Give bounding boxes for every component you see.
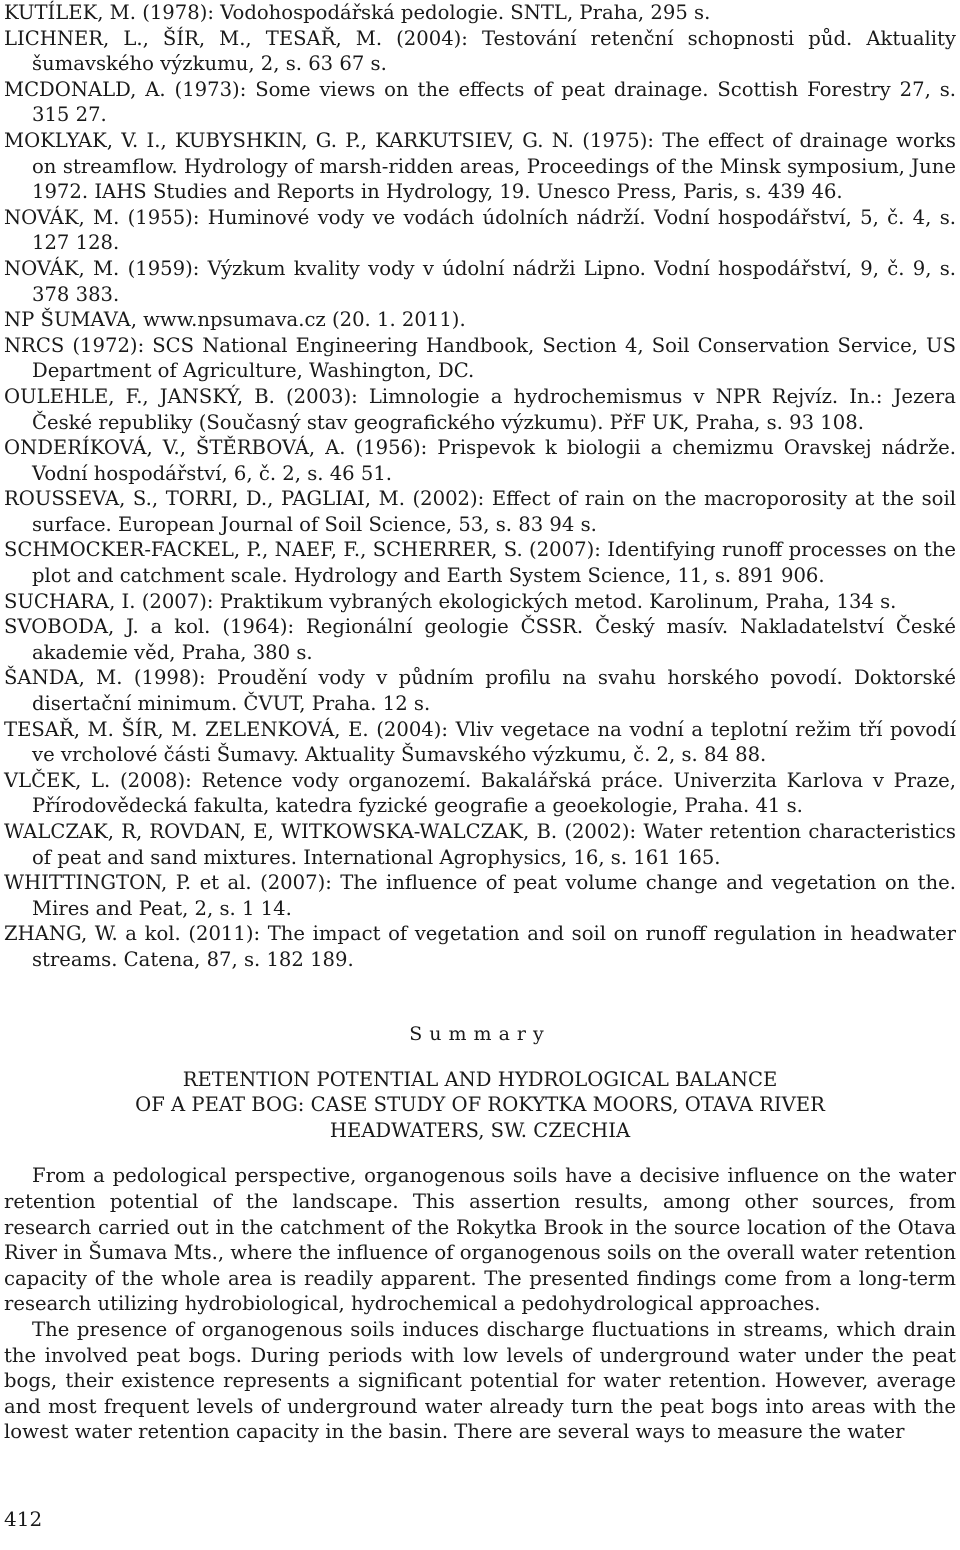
- reference-item: WHITTINGTON, P. et al. (2007): The influence of peat volume change and vegetation on the. Mires and Peat, 2, s. 1 14.: [4, 871, 956, 920]
- summary-paragraph: From a pedological perspective, organogenous soils have a decisive influence on the water retention potential of the landscape. This assertion results, among other sources, from research carried out in the catchment of the Rokytka Brook in the source location of the Otava River in Šumava Mts., where the influence of organogenous soils on the overall water retention capacity of the whole area is readily apparent. The presented findings come from a long-term research utilizing hydrobiological, hydrochemical a pedohydrological approaches.: [4, 1164, 956, 1316]
- reference-item: NRCS (1972): SCS National Engineering Handbook, Section 4, Soil Conservation Service, US Department of Agriculture, Washington, DC.: [4, 333, 956, 383]
- reference-item: VLČEK, L. (2008): Retence vody organozemí. Bakalářská práce. Univerzita Karlova v Praze, Přírodovědecká fakulta, katedra fyzické geografie a geoekologie, Praha. 41 s.: [4, 768, 956, 818]
- reference-item: SCHMOCKER-FACKEL, P., NAEF, F., SCHERRER, S. (2007): Identifying runoff processes on the plot and catchment scale. Hydrology and Earth System Science, 11, s. 891 906.: [4, 538, 956, 588]
- reference-item: KUTÍLEK, M. (1978): Vodohospodářská pedologie. SNTL, Praha, 295 s.: [4, 1, 711, 24]
- reference-list: [4, 0, 956, 973]
- reference-item: NOVÁK, M. (1959): Výzkum kvality vody v údolní nádrži Lipno. Vodní hospodářství, 9, č. 9, s. 378 383.: [4, 256, 956, 306]
- reference-item: ROUSSEVA, S., TORRI, D., PAGLIAI, M. (2002): Effect of rain on the macroporosity at the soil surface. European Journal of Soil Science, 53, s. 83 94 s.: [4, 487, 956, 536]
- reference-item: MCDONALD, A. (1973): Some views on the effects of peat drainage. Scottish Forestry 27, s. 315 27.: [4, 77, 956, 127]
- summary-paragraph: The presence of organogenous soils induces discharge fluctuations in streams, which drain the involved peat bogs. During periods with low levels of underground water under the peat bogs, their existence represents a significant potential for water retention. However, average and most frequent levels of underground water already turn the peat bogs into areas with the lowest water retention capacity in the basin. There are several ways to measure the water: [4, 1317, 956, 1444]
- summary-title-line: RETENTION POTENTIAL AND HYDROLOGICAL BALANCE: [182, 1067, 778, 1091]
- reference-item: TESAŘ, M. ŠÍR, M. ZELENKOVÁ, E. (2004): Vliv vegetace na vodní a teplotní režim tří povodí ve vrcholové části Šumavy. Aktuality Šumavského výzkumu, č. 2, s. 84 88.: [4, 717, 956, 767]
- reference-item: MOKLYAK, V. I., KUBYSHKIN, G. P., KARKUTSIEV, G. N. (1975): The effect of drainage works on streamflow. Hydrology of marsh-ridden areas, Proceedings of the Minsk symposium, June 1972. IAHS Studies and Reports in Hydrology, 19. Unesco Press, Paris, s. 439 46.: [4, 128, 956, 204]
- reference-item: NP ŠUMAVA, www.npsumava.cz (20. 1. 2011).: [4, 308, 466, 332]
- page-number: 412: [4, 1507, 43, 1531]
- reference-item: OULEHLE, F., JANSKÝ, B. (2003): Limnologie a hydrochemismus v NPR Rejvíz. In.: Jezera České republiky (Současný stav geografického výzkumu). PřF UK, Praha, s. 93 108.: [4, 384, 956, 434]
- summary-title: [4, 1067, 956, 1144]
- reference-item: NOVÁK, M. (1955): Huminové vody ve vodách údolních nádrží. Vodní hospodářství, 5, č. 4, s. 127 128.: [4, 205, 956, 255]
- reference-item: SUCHARA, I. (2007): Praktikum vybraných ekologických metod. Karolinum, Praha, 134 s.: [4, 589, 897, 613]
- reference-item: ŠANDA, M. (1998): Proudění vody v půdním profilu na svahu horského povodí. Doktorské disertační minimum. ČVUT, Praha. 12 s.: [4, 666, 956, 716]
- summary-body: [4, 1163, 956, 1445]
- page: [4, 0, 956, 1445]
- summary-title-line: OF A PEAT BOG: CASE STUDY OF ROKYTKA MOORS, OTAVA RIVER: [135, 1093, 825, 1117]
- reference-item: ONDERÍKOVÁ, V., ŠTĚRBOVÁ, A. (1956): Prispevok k biologii a chemizmu Oravskej nádrže. Vodní hospodářství, 6, č. 2, s. 46 51.: [4, 436, 956, 485]
- summary-heading: Summary: [409, 1022, 551, 1045]
- summary-title-line: HEADWATERS, SW. CZECHIA: [329, 1118, 631, 1142]
- reference-item: WALCZAK, R, ROVDAN, E, WITKOWSKA-WALCZAK, B. (2002): Water retention characteristics of peat and sand mixtures. International Agrophysics, 16, s. 161 165.: [4, 820, 956, 869]
- reference-item: LICHNER, L., ŠÍR, M., TESAŘ, M. (2004): Testování retenční schopnosti půd. Aktuality šumavského výzkumu, 2, s. 63 67 s.: [4, 26, 956, 76]
- reference-item: SVOBODA, J. a kol. (1964): Regionální geologie ČSSR. Český masív. Nakladatelství České akademie věd, Praha, 380 s.: [4, 615, 956, 664]
- reference-item: ZHANG, W. a kol. (2011): The impact of vegetation and soil on runoff regulation in headwater streams. Catena, 87, s. 182 189.: [4, 922, 956, 971]
